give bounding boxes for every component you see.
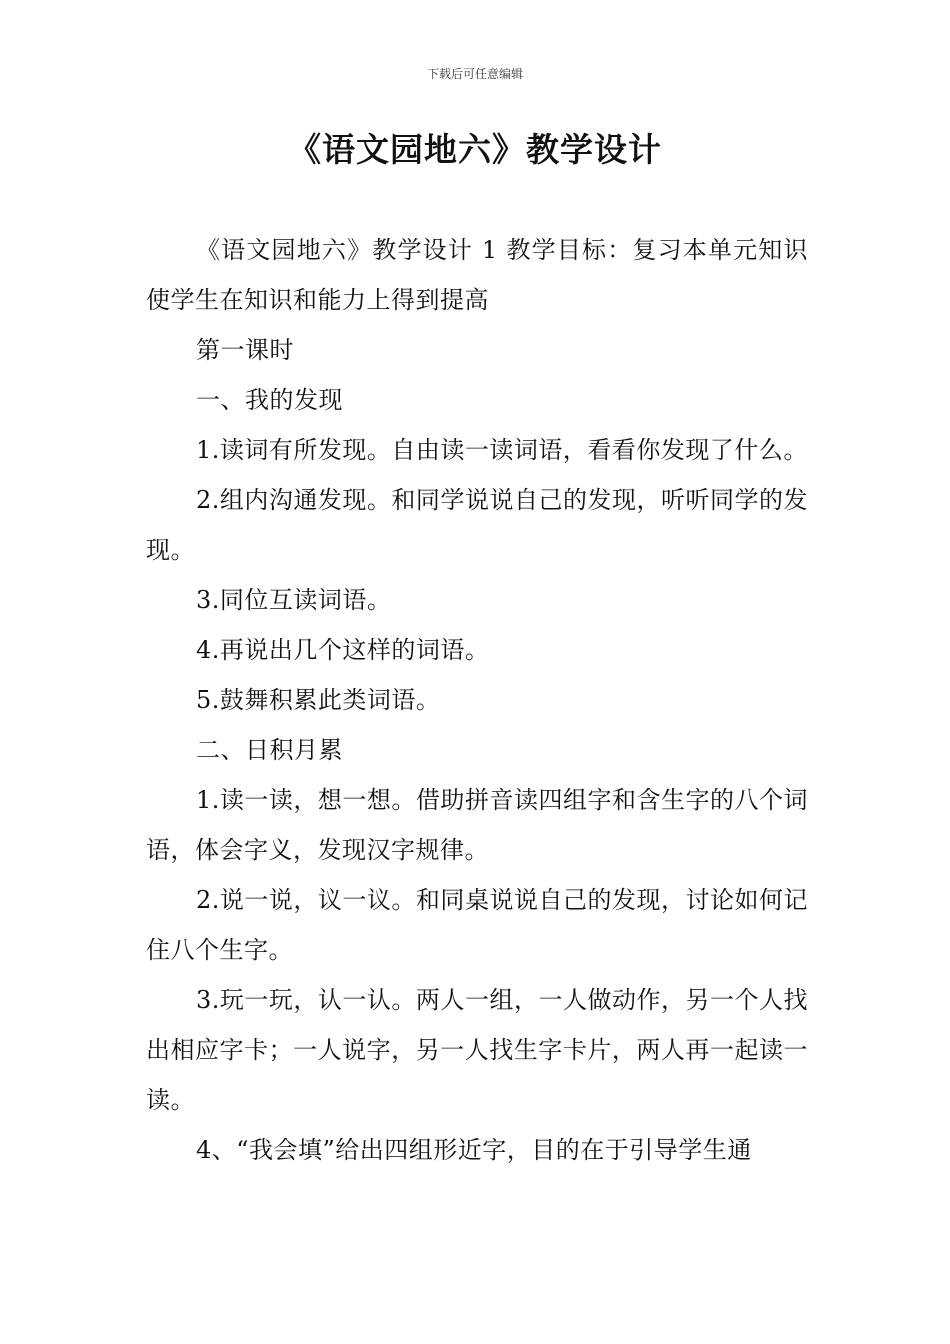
paragraph-intro: 《语文园地六》教学设计 1 教学目标：复习本单元知识使学生在知识和能力上得到提高 (146, 236, 808, 314)
document-title: 《语文园地六》教学设计 (288, 130, 662, 169)
paragraph-lesson-one: 第一课时 (196, 336, 294, 364)
paragraph-item: 3.同位互读词语。 (196, 586, 392, 614)
header-note: 下载后可任意编辑 (426, 67, 523, 81)
section-heading-accumulation: 二、日积月累 (196, 736, 343, 764)
paragraph-item: 4、“我会填”给出四组形近字，目的在于引导学生通 (196, 1136, 752, 1164)
document-body (146, 225, 808, 1175)
section-heading-discovery: 一、我的发现 (196, 386, 343, 414)
paragraph-item: 1.读一读，想一想。借助拼音读四组字和含生字的八个词语，体会字义，发现汉字规律。 (146, 786, 808, 864)
paragraph-item: 3.玩一玩，认一认。两人一组，一人做动作，另一个人找出相应字卡；一人说字，另一人找生字卡片，两人再一起读一读。 (146, 986, 808, 1114)
paragraph-item: 5.鼓舞积累此类词语。 (196, 686, 441, 714)
paragraph-item: 1.读词有所发现。自由读一读词语，看看你发现了什么。 (196, 436, 808, 464)
paragraph-item: 2.说一说，议一议。和同桌说说自己的发现，讨论如何记住八个生字。 (146, 886, 808, 964)
paragraph-item: 4.再说出几个这样的词语。 (196, 636, 490, 664)
paragraph-item: 2.组内沟通发现。和同学说说自己的发现，听听同学的发现。 (146, 486, 808, 564)
